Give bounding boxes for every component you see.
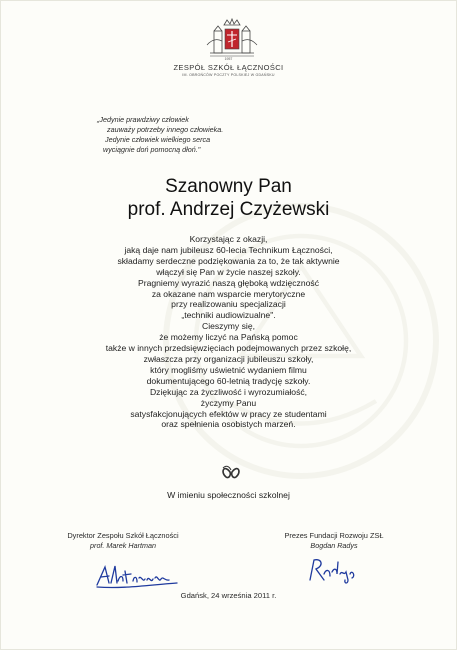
logo-year: 1957 [224, 57, 233, 61]
body-line: że możemy liczyć na Pańską pomoc [159, 332, 298, 343]
body-line: za okazane nam wsparcie merytoryczne [151, 288, 306, 299]
quote-line: wyciągnie doń pomocną dłoń." [103, 145, 201, 154]
director-name: prof. Marek Hartman [90, 541, 156, 550]
flourish-ornament-icon [220, 462, 242, 482]
quote-line: Jedynie człowiek wielkiego serca [105, 135, 211, 144]
president-signature-block [259, 531, 409, 551]
body-line: także w innych przedsięwzięciach podejmowanych przez szkołę, [105, 343, 352, 354]
greeting-salutation: Szanowny Pan [165, 176, 292, 197]
body-line: przy realizowaniu specjalizacji [171, 299, 286, 310]
organization-subtitle: IM. OBROŃCÓW POCZTY POLSKIEJ W GDAŃSKU [182, 73, 275, 77]
date-and-place: Gdańsk, 24 września 2011 r. [180, 591, 277, 600]
quote-line: „Jedynie prawdziwy człowiek [97, 115, 189, 124]
president-handwritten-signature [304, 554, 364, 586]
body-line: życzymy Panu [200, 397, 257, 408]
body-line: zwłaszcza przy organizacji jubileuszu szkoły, [143, 353, 314, 364]
president-title: Prezes Fundacji Rozwoju ZSŁ [284, 531, 384, 540]
body-line: składamy serdeczne podziękowania za to, że tak aktywnie [117, 255, 340, 266]
body-line: Pragniemy wyrazić naszą głęboką wdzięczność [137, 277, 320, 288]
quote-line: zauważy potrzeby innego człowieka. [107, 125, 224, 134]
body-line: który mogliśmy uświetnić wydaniem filmu [150, 364, 307, 375]
recipient-name: prof. Andrzej Czyżewski [127, 199, 330, 220]
body-line: dokumentującego 60-letnią tradycję szkoły. [146, 375, 311, 386]
body-line: satysfakcjonujących efektów w pracy ze studentami [130, 408, 327, 419]
organization-name: ZESPÓŁ SZKÓŁ ŁĄCZNOŚCI [173, 63, 284, 72]
body-line: Korzystając z okazji, [189, 234, 268, 244]
body-line: Dziękując za życzliwość i wyrozumiałość, [149, 386, 308, 397]
president-name: Bogdan Radys [310, 541, 358, 550]
body-line: oraz spełnienia osobistych marzeń. [161, 419, 296, 430]
director-signature-block [48, 531, 198, 551]
director-handwritten-signature [93, 561, 183, 591]
letter-body [1, 234, 456, 430]
opening-quote [97, 115, 277, 155]
body-line: włączył się Pan w życie naszej szkoły. [156, 266, 301, 277]
greeting [1, 175, 456, 221]
body-line: „techniki audiowizualne". [181, 310, 276, 321]
director-title: Dyrektor Zespołu Szkół Łączności [67, 531, 179, 540]
body-line: jaką daje nam jubileusz 60-lecia Technikum Łączności, [124, 244, 333, 255]
body-line: Cieszymy się, [201, 321, 255, 332]
community-line: W imieniu społeczności szkolnej [167, 490, 290, 500]
